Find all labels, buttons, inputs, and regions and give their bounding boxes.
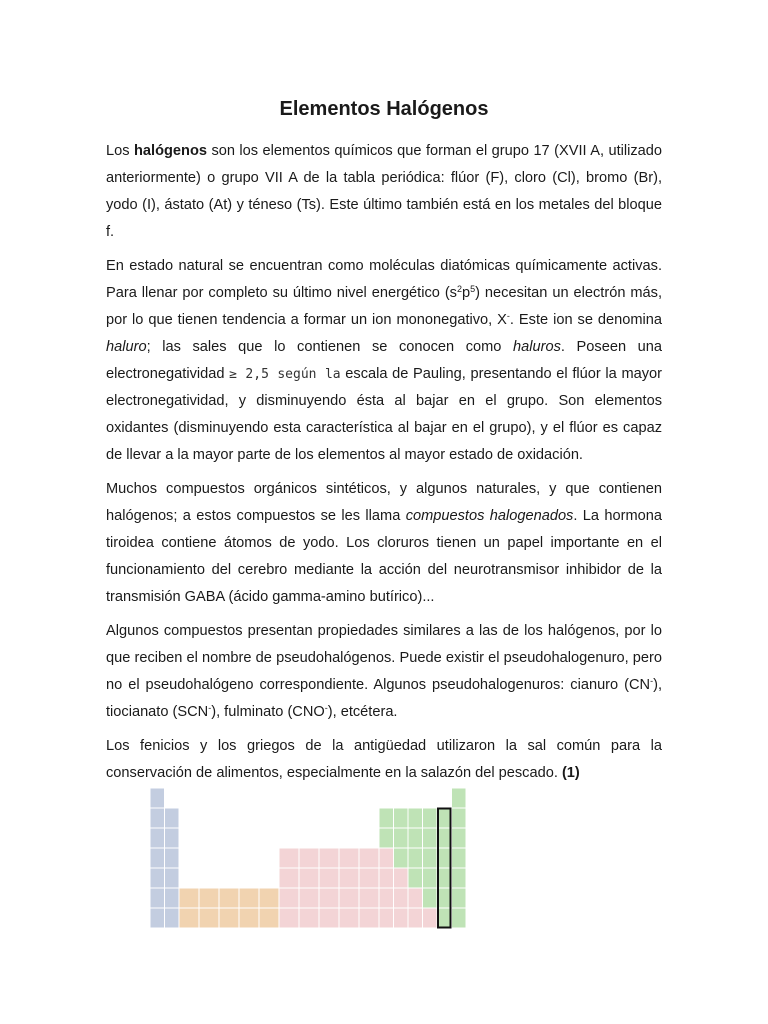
element-cell [394,828,409,848]
element-cell [452,848,467,868]
italic-term: haluros [513,339,561,355]
element-cell [359,888,379,908]
element-cell [359,868,379,888]
element-cell [165,828,180,848]
element-cell [279,848,299,868]
text: Algunos compuestos presentan propiedades similares a las de los halógenos, por lo que reciben el nombre de pseudohalógenos. Puede existir el pseudohalogenuro, pero no el pseudohalógeno correspondiente. Algunos pseudohalogenuros: cianuro (CN [106,623,662,693]
element-cell [379,848,394,868]
superscript: - [324,703,328,713]
superscript: 2 [456,284,462,294]
text: ), etcétera. [327,704,398,720]
element-cell [379,828,394,848]
element-cell [165,808,180,828]
element-cell [279,908,299,928]
paragraph-4 [106,618,662,726]
element-cell [319,848,339,868]
page-title: Elementos Halógenos [279,98,489,120]
element-cell [339,908,359,928]
element-cell [394,808,409,828]
element-cell [394,848,409,868]
element-cell [150,808,165,828]
text: ; las sales que lo contienen se conocen como [146,339,514,355]
element-cell [150,868,165,888]
element-cell [199,908,219,928]
element-cell [150,788,165,808]
element-cell [150,848,165,868]
italic-term: compuestos halogenados [405,508,574,524]
element-cell [299,868,319,888]
element-cell [359,848,379,868]
element-cell [452,888,467,908]
element-cell [437,828,452,848]
element-cell [437,908,452,928]
superscript: 5 [470,284,476,294]
element-cell [437,808,452,828]
superscript: - [208,703,212,713]
superscript: - [506,311,510,321]
element-cell [423,888,438,908]
element-cell [437,888,452,908]
element-cell [408,828,423,848]
element-cell [279,888,299,908]
element-cell [219,888,239,908]
element-cell [437,868,452,888]
element-cell [150,908,165,928]
element-cell [319,908,339,928]
text: . Este ion se denomina [509,312,663,328]
element-cell [299,888,319,908]
text: ) necesitan un electrón más, por lo que tienen tendencia a formar un ion mononegativo, X [106,285,662,328]
element-cell [165,848,180,868]
element-cell [339,848,359,868]
element-cell [379,888,394,908]
element-cell [239,888,259,908]
reference-marker: (1) [561,765,580,781]
element-cell [319,868,339,888]
element-cell [423,808,438,828]
superscript: - [650,676,654,686]
document-body [106,138,662,794]
element-cell [179,908,199,928]
periodic-table [150,788,610,934]
element-cell [150,888,165,908]
element-cell [379,868,394,888]
element-cell [259,908,279,928]
element-cell [279,868,299,888]
element-cell [259,888,279,908]
element-cell [239,908,259,928]
paragraph-2 [106,253,662,469]
element-cell [394,868,409,888]
text: escala de Pauling, presentando el flúor la mayor electronegatividad, y disminuyendo ésta al bajar en el grupo. Son elementos oxidantes (disminuyendo esta característica al bajar en el grupo), y el flúor es capaz de llevar a la mayor parte de los elementos al mayor estado de oxidación. [106,366,662,463]
element-cell [199,888,219,908]
element-cell [165,908,180,928]
text: p [462,285,471,301]
text: ), tiocianato (SCN [106,677,662,720]
bold-term: halógenos [134,143,207,159]
element-cell [339,888,359,908]
element-cell [165,888,180,908]
element-cell [219,908,239,928]
element-cell [423,848,438,868]
element-cell [408,908,423,928]
element-cell [379,808,394,828]
element-cell [299,908,319,928]
element-cell [408,808,423,828]
element-cell [339,868,359,888]
text: Los fenicios y los griegos de la antigüedad utilizaron la sal común para la conservación de alimentos, especialmente en la salazón del pescado. [106,738,662,781]
element-cell [165,868,180,888]
periodic-table-figure [150,788,610,939]
text: ), fulminato (CNO [211,704,325,720]
paragraph-5 [106,733,662,787]
text: En estado natural se encuentran como moléculas diatómicas químicamente activas. Para llenar por completo su último nivel energético (s [106,258,662,301]
element-cell [423,868,438,888]
text: son los elementos químicos que forman el grupo 17 (XVII A, utilizado anteriormente) o grupo VII A de la tabla periódica: flúor (F), cloro (Cl), bromo (Br), yodo (I), ástato (At) y téneso (Ts). Este último también está en los metales del bloque f. [106,143,663,240]
element-cell [423,908,438,928]
text: . Poseen una electronegatividad [106,339,663,382]
element-cell [299,848,319,868]
element-cell [452,828,467,848]
element-cell [394,888,409,908]
element-cell [452,788,467,808]
paragraph-1 [106,138,662,246]
element-cell [408,868,423,888]
element-cell [379,908,394,928]
text: . La hormona tiroidea contiene átomos de yodo. Los cloruros tienen un papel importante en el funcionamiento del cerebro mediante la acción del neurotransmisor inhibidor de la transmisión GABA (ácido gamma-amino butírico)... [106,508,663,605]
element-cell [359,908,379,928]
paragraph-3 [106,476,662,611]
text: Los [106,143,134,159]
element-cell [452,908,467,928]
element-cell [452,808,467,828]
italic-term: haluro [106,339,147,355]
element-cell [437,848,452,868]
element-cell [394,908,409,928]
element-cell [408,888,423,908]
element-cell [150,828,165,848]
element-cell [408,848,423,868]
element-cell [452,868,467,888]
text: Muchos compuestos orgánicos sintéticos, y algunos naturales, y que contienen halógenos; a estos compuestos se les llama [106,481,662,524]
element-cell [423,828,438,848]
mono-text: ≥ 2,5 según la [229,367,341,382]
element-cell [319,888,339,908]
element-cell [179,888,199,908]
